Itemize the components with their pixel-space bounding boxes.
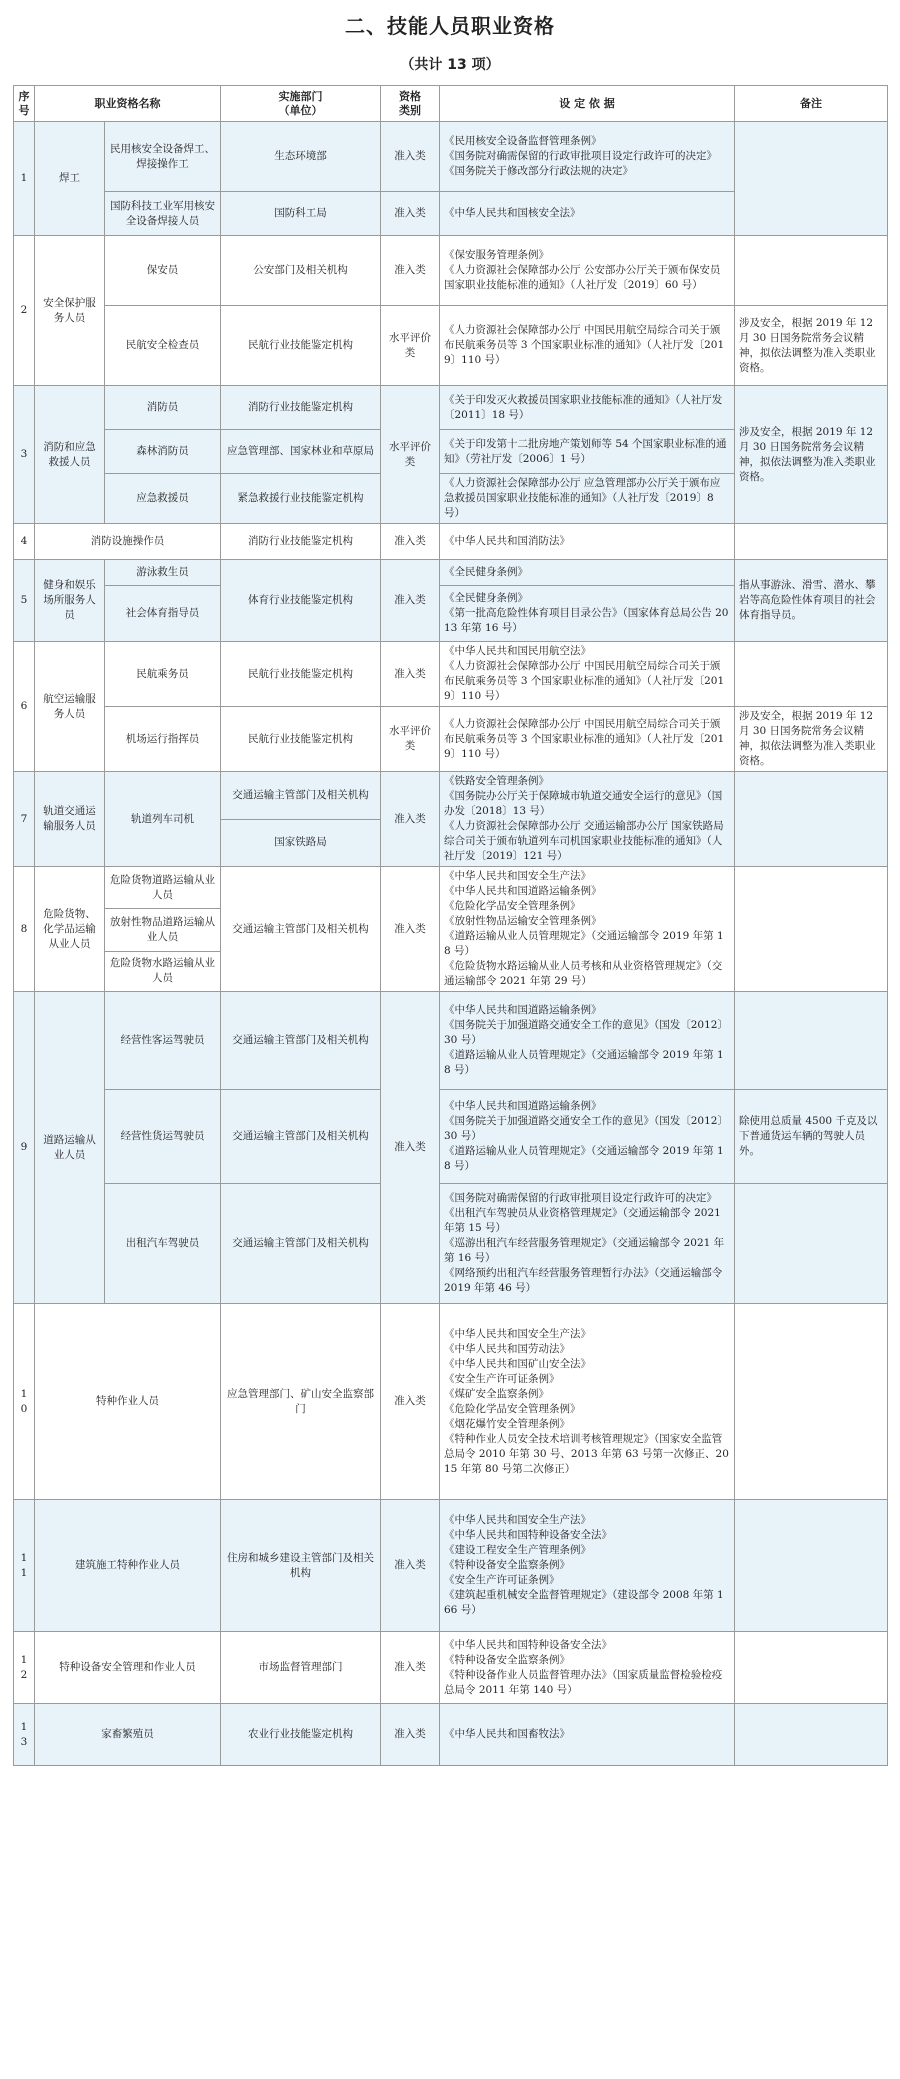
row-dept: 消防行业技能鉴定机构	[221, 524, 381, 560]
row-type: 准入类	[381, 1704, 440, 1766]
row-category: 健身和娱乐场所服务人员	[35, 560, 105, 642]
row-basis: 《关于印发灭火救援员国家职业技能标准的通知》（人社厅发〔2011〕18 号）	[440, 386, 735, 430]
row-dept: 交通运输主管部门及相关机构	[221, 867, 381, 992]
row-dept: 生态环境部	[221, 122, 381, 192]
row-name: 建筑施工特种作业人员	[35, 1500, 221, 1632]
row-no: 11	[14, 1500, 35, 1632]
row-type: 准入类	[381, 560, 440, 642]
row-name: 消防设施操作员	[35, 524, 221, 560]
row-no: 4	[14, 524, 35, 560]
row-dept: 交通运输主管部门及相关机构	[221, 772, 381, 820]
row-basis: 《保安服务管理条例》 《人力资源社会保障部办公厅 公安部办公厅关于颁布保安员国家职业技能标准的通知》（人社厅发〔2019〕60 号）	[440, 236, 735, 306]
row-name: 民航安全检查员	[105, 306, 221, 386]
row-note	[735, 1704, 888, 1766]
row-note	[735, 1184, 888, 1304]
row-type: 准入类	[381, 192, 440, 236]
row-basis: 《中华人民共和国核安全法》	[440, 192, 735, 236]
row-note: 指从事游泳、滑雪、潜水、攀岩等高危险性体育项目的社会体育指导员。	[735, 560, 888, 642]
row-name: 危险货物水路运输从业人员	[105, 951, 221, 991]
row-no: 2	[14, 236, 35, 386]
row-note	[735, 642, 888, 707]
row-dept: 交通运输主管部门及相关机构	[221, 992, 381, 1090]
row-basis: 《中华人民共和国安全生产法》 《中华人民共和国道路运输条例》 《危险化学品安全管理条例》 《放射性物品运输安全管理条例》 《道路运输从业人员管理规定》（交通运输部令 2019 年第 18 号） 《危险货物水路运输从业人员考核和从业资格管理规定》（交通运输部令 2021 年第 29 号）	[440, 867, 735, 992]
row-name: 应急救援员	[105, 474, 221, 524]
row-no: 9	[14, 992, 35, 1304]
row-category: 焊工	[35, 122, 105, 236]
row-no: 12	[14, 1632, 35, 1704]
row-no: 13	[14, 1704, 35, 1766]
row-name: 危险货物道路运输从业人员	[105, 867, 221, 909]
row-note	[735, 236, 888, 306]
row-no: 1	[14, 122, 35, 236]
row-dept: 民航行业技能鉴定机构	[221, 707, 381, 772]
row-note	[735, 1632, 888, 1704]
row-category: 危险货物、化学品运输从业人员	[35, 867, 105, 992]
qualification-table	[13, 85, 888, 1766]
row-type: 准入类	[381, 122, 440, 192]
row-dept: 体育行业技能鉴定机构	[221, 560, 381, 642]
row-name: 社会体育指导员	[105, 586, 221, 642]
row-name: 轨道列车司机	[105, 772, 221, 867]
row-name: 保安员	[105, 236, 221, 306]
header-dept: 实施部门 （单位）	[221, 86, 381, 122]
row-type: 准入类	[381, 524, 440, 560]
row-category: 轨道交通运输服务人员	[35, 772, 105, 867]
row-basis: 《关于印发第十二批房地产策划师等 54 个国家职业标准的通知》（劳社厅发〔2006〕1 号）	[440, 430, 735, 474]
header-name: 职业资格名称	[35, 86, 221, 122]
row-basis: 《中华人民共和国道路运输条例》 《国务院关于加强道路交通安全工作的意见》（国发〔2012〕30 号） 《道路运输从业人员管理规定》（交通运输部令 2019 年第 18 号）	[440, 1090, 735, 1184]
row-no: 6	[14, 642, 35, 772]
row-name: 家畜繁殖员	[35, 1704, 221, 1766]
row-dept: 国防科工局	[221, 192, 381, 236]
row-name: 国防科技工业军用核安全设备焊接人员	[105, 192, 221, 236]
row-basis: 《中华人民共和国畜牧法》	[440, 1704, 735, 1766]
row-name: 消防员	[105, 386, 221, 430]
row-basis: 《人力资源社会保障部办公厅 应急管理部办公厅关于颁布应急救援员国家职业技能标准的通知》（人社厅发〔2019〕8 号）	[440, 474, 735, 524]
row-basis: 《中华人民共和国安全生产法》 《中华人民共和国劳动法》 《中华人民共和国矿山安全法》 《安全生产许可证条例》 《煤矿安全监察条例》 《危险化学品安全管理条例》 《烟花爆竹安全管理条例》 《特种作业人员安全技术培训考核管理规定》（国家安全监管总局令 2010 年第 30 号、2013 年第 63 号第一次修正、2015 年第 80 号第二次修正）	[440, 1304, 735, 1500]
header-note: 备注	[735, 86, 888, 122]
row-type: 准入类	[381, 642, 440, 707]
row-name: 经营性客运驾驶员	[105, 992, 221, 1090]
row-basis: 《民用核安全设备监督管理条例》 《国务院对确需保留的行政审批项目设定行政许可的决定》 《国务院关于修改部分行政法规的决定》	[440, 122, 735, 192]
row-name: 经营性货运驾驶员	[105, 1090, 221, 1184]
row-name: 森林消防员	[105, 430, 221, 474]
row-dept: 国家铁路局	[221, 819, 381, 867]
row-basis: 《全民健身条例》 《第一批高危险性体育项目目录公告》（国家体育总局公告 2013 年第 16 号）	[440, 586, 735, 642]
row-basis: 《铁路安全管理条例》 《国务院办公厅关于保障城市轨道交通安全运行的意见》（国办发〔2018〕13 号） 《人力资源社会保障部办公厅 交通运输部办公厅 国家铁路局综合司关于颁布轨道列车司机国家职业技能标准的通知》（人社厅发〔2019〕121 号）	[440, 772, 735, 867]
row-note	[735, 524, 888, 560]
row-note: 涉及安全，根据 2019 年 12 月 30 日国务院常务会议精神，拟依法调整为准入类职业资格。	[735, 306, 888, 386]
row-basis: 《人力资源社会保障部办公厅 中国民用航空局综合司关于颁布民航乘务员等 3 个国家职业标准的通知》（人社厅发〔2019〕110 号）	[440, 707, 735, 772]
row-note	[735, 1500, 888, 1632]
row-name: 民航乘务员	[105, 642, 221, 707]
row-no: 7	[14, 772, 35, 867]
row-dept: 市场监督管理部门	[221, 1632, 381, 1704]
row-no: 3	[14, 386, 35, 524]
row-type: 准入类	[381, 867, 440, 992]
row-note: 涉及安全，根据 2019 年 12 月 30 日国务院常务会议精神，拟依法调整为准入类职业资格。	[735, 707, 888, 772]
row-dept: 民航行业技能鉴定机构	[221, 306, 381, 386]
row-note	[735, 122, 888, 236]
row-dept: 应急管理部、国家林业和草原局	[221, 430, 381, 474]
row-dept: 交通运输主管部门及相关机构	[221, 1090, 381, 1184]
row-dept: 紧急救援行业技能鉴定机构	[221, 474, 381, 524]
header-basis: 设 定 依 据	[440, 86, 735, 122]
row-type: 准入类	[381, 236, 440, 306]
row-no: 8	[14, 867, 35, 992]
row-name: 放射性物品道路运输从业人员	[105, 909, 221, 951]
row-name: 民用核安全设备焊工、焊接操作工	[105, 122, 221, 192]
row-name: 机场运行指挥员	[105, 707, 221, 772]
row-basis: 《中华人民共和国民用航空法》 《人力资源社会保障部办公厅 中国民用航空局综合司关于颁布民航乘务员等 3 个国家职业标准的通知》（人社厅发〔2019〕110 号）	[440, 642, 735, 707]
row-basis: 《全民健身条例》	[440, 560, 735, 586]
row-dept: 农业行业技能鉴定机构	[221, 1704, 381, 1766]
row-basis: 《中华人民共和国特种设备安全法》 《特种设备安全监察条例》 《特种设备作业人员监督管理办法》（国家质量监督检验检疫总局令 2011 年第 140 号）	[440, 1632, 735, 1704]
row-type: 水平评价类	[381, 707, 440, 772]
row-note	[735, 1304, 888, 1500]
row-dept: 公安部门及相关机构	[221, 236, 381, 306]
header-type: 资格 类别	[381, 86, 440, 122]
page-title: 二、技能人员职业资格	[345, 14, 555, 38]
row-basis: 《人力资源社会保障部办公厅 中国民用航空局综合司关于颁布民航乘务员等 3 个国家职业标准的通知》（人社厅发〔2019〕110 号）	[440, 306, 735, 386]
row-type: 准入类	[381, 992, 440, 1304]
row-category: 航空运输服务人员	[35, 642, 105, 772]
row-note	[735, 867, 888, 992]
row-type: 准入类	[381, 1632, 440, 1704]
header-no: 序 号	[14, 86, 35, 122]
row-type: 准入类	[381, 1304, 440, 1500]
row-no: 10	[14, 1304, 35, 1500]
row-no: 5	[14, 560, 35, 642]
row-type: 水平评价类	[381, 386, 440, 524]
row-basis: 《中华人民共和国安全生产法》 《中华人民共和国特种设备安全法》 《建设工程安全生产管理条例》 《特种设备安全监察条例》 《安全生产许可证条例》 《建筑起重机械安全监督管理规定》（建设部令 2008 年第 166 号）	[440, 1500, 735, 1632]
row-category: 道路运输从业人员	[35, 992, 105, 1304]
row-type: 准入类	[381, 772, 440, 867]
row-dept: 民航行业技能鉴定机构	[221, 642, 381, 707]
row-name: 出租汽车驾驶员	[105, 1184, 221, 1304]
row-note	[735, 772, 888, 867]
row-name: 特种作业人员	[35, 1304, 221, 1500]
row-dept: 交通运输主管部门及相关机构	[221, 1184, 381, 1304]
row-basis: 《国务院对确需保留的行政审批项目设定行政许可的决定》 《出租汽车驾驶员从业资格管理规定》（交通运输部令 2021 年第 15 号） 《巡游出租汽车经营服务管理规定》（交通运输部令 2021 年第 16 号） 《网络预约出租汽车经营服务管理暂行办法》（交通运输部令 2019 年第 46 号）	[440, 1184, 735, 1304]
row-type: 水平评价类	[381, 306, 440, 386]
row-note: 除使用总质量 4500 千克及以下普通货运车辆的驾驶人员外。	[735, 1090, 888, 1184]
row-name: 特种设备安全管理和作业人员	[35, 1632, 221, 1704]
row-basis: 《中华人民共和国消防法》	[440, 524, 735, 560]
row-dept: 住房和城乡建设主管部门及相关机构	[221, 1500, 381, 1632]
row-note	[735, 992, 888, 1090]
row-dept: 消防行业技能鉴定机构	[221, 386, 381, 430]
page-subtitle: （共计 13 项）	[400, 57, 500, 73]
row-basis: 《中华人民共和国道路运输条例》 《国务院关于加强道路交通安全工作的意见》（国发〔2012〕30 号） 《道路运输从业人员管理规定》（交通运输部令 2019 年第 18 号）	[440, 992, 735, 1090]
row-type: 准入类	[381, 1500, 440, 1632]
row-dept: 应急管理部门、矿山安全监察部门	[221, 1304, 381, 1500]
row-category: 安全保护服务人员	[35, 236, 105, 386]
row-note: 涉及安全，根据 2019 年 12 月 30 日国务院常务会议精神，拟依法调整为准入类职业资格。	[735, 386, 888, 524]
row-name: 游泳救生员	[105, 560, 221, 586]
row-category: 消防和应急救援人员	[35, 386, 105, 524]
